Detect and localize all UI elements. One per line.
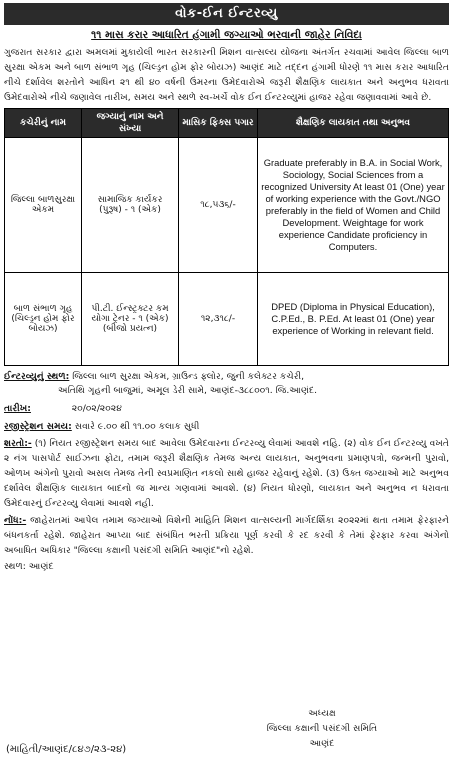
table-header-row xyxy=(5,109,449,138)
vacancy-table xyxy=(4,108,449,366)
reference-number: (માહિતી/આણંદ/૮૪૭/૨૩-૨૪) xyxy=(6,744,127,755)
registration-line xyxy=(4,420,449,434)
registration-label: રજીસ્ટ્રેશન સમય: xyxy=(4,421,72,432)
cell-post: પી.ટી. ઈન્સ્ટ્રક્ટર કમ યોગા ટ્રેનર - ૧ (એક) (બીજો પ્રયત્ન) xyxy=(82,273,179,366)
cell-qualification: DPED (Diploma in Physical Education), C.P.Ed., B. P.Ed. At least 01 (One) year experience of Working in relevant field. xyxy=(258,273,449,366)
cell-qualification: Graduate preferably in B.A. in Social Work, Sociology, Social Sciences from a recognized University At least 01 (One) year of working experience with the Govt./NGO preferably in the field of Women and Child Development. Weightage for work experience Candidate proficiency in Computers. xyxy=(258,138,449,273)
table-row xyxy=(5,273,449,366)
conditions-label: શરતો:- xyxy=(4,438,32,449)
cell-post: સામાજિક કાર્યકર (પુરૂષ) - ૧ (એક) xyxy=(82,138,179,273)
cell-office: બાળ સંભાળ ગૃહ (ચિલ્ડ્રન હોમ ફોર બોયઝ) xyxy=(5,273,82,366)
header-post: જગ્યાનું નામ અને સંખ્યા xyxy=(82,109,179,138)
signature-block xyxy=(227,706,417,751)
header-qualification: શૈક્ષણિક લાયકાત તથા અનુભવ xyxy=(258,109,449,138)
cell-office: જિલ્લા બાળસુરક્ષા એકમ xyxy=(5,138,82,273)
date-value: ૨૦/૦૨/૨૦૨૪ xyxy=(71,403,122,414)
note-text: જાહેરાતમાં આપેલ તમામ જગ્યાઓ વિશેની માહિતિ મિશન વાત્સલ્યની માર્ગદર્શિકા ૨૦૨૨માં થતા તમામ ફેરફારને બંધનકર્તા રહેશે. જાહેરાત આપ્યા બાદ સંબંધિત ભરતી પ્રક્રિયા પૂર્ણ કરવી કે રદ કરવી કે તેમાં ફેરફાર કરવા અંગેનો અબાધિત અધિકાર "જિલ્લા કક્ષાની પસંદગી સમિતિ આણંદ"નો રહેશે. xyxy=(4,515,449,556)
cell-salary: ૧૮,૫૩૬/- xyxy=(179,138,258,273)
signature-city: આણંદ xyxy=(309,738,335,749)
conditions-text: (૧) નિયત રજીસ્ટ્રેશન સમય બાદ આવેલા ઉમેદવારના ઈન્ટરવ્યુ લેવામાં આવશે નહિ. (૨) વોક ઈન ઈન્ટરવ્યુ વખતે ૨ નંગ પાસપોર્ટ સાઈઝના ફોટા, તમામ જરૂરી શૈક્ષણિક તેમજ અન્ય લાયકાત, અનુભવના પ્રમાણપત્રો, જન્મની પુરાવો, ઓળખ અંગેનો પુરાવો અસલ તેમજ તેની સ્વપ્રમાણિત નકલો સાથે હાજર રહેવાનું રહેશે. (૩) ઉક્ત જગ્યાઓ માટે અનુભવ દર્શાવેલ શૈક્ષણિક લાયકાત બાદનો જ માન્ય ગણવામાં આવશે. (૪) નિયત ધોરણો, લાયકાત અને અનુભવ ન ધરાવતા ઉમેદવારનું ઈન્ટરવ્યુ લેવામાં આવશે નહી. xyxy=(4,438,449,509)
cell-salary: ૧૨,૩૧૮/- xyxy=(179,273,258,366)
venue-label: ઈન્ટરવ્યુનું સ્થળ: xyxy=(4,371,70,382)
notice-subtitle: ૧૧ માસ કરાર આધારિત હંગામી જગ્યાઓ ભરવાની જાહેર નિવિદા xyxy=(91,29,362,41)
signature-committee: જિલ્લા કક્ષાની પસંદગી સમિતિ xyxy=(266,723,378,734)
date-line xyxy=(4,402,449,416)
registration-value: સવારે ૯.૦૦ થી ૧૧.૦૦ કલાક સુધી xyxy=(74,421,200,432)
notice-header: વોક-ઈન ઈન્ટરવ્યુ xyxy=(4,3,449,25)
venue-line1: જિલ્લા બાળ સુરક્ષા એકમ, ગ્રાઉન્ડ ફ્લોર, જુની કલેક્ટર કચેરી, xyxy=(72,371,305,382)
conditions-block xyxy=(4,436,449,511)
header-salary: માસિક ફિક્સ પગાર xyxy=(179,109,258,138)
header-office: કચેરીનું નામ xyxy=(5,109,82,138)
venue-block xyxy=(4,370,449,398)
place-line: સ્થળ: આણંદ xyxy=(4,561,54,572)
date-label: તારીખ: xyxy=(4,403,31,414)
venue-line2: અતિથિ ગૃહની બાજુમાં, અમૂલ ડેરી સામે, આણંદ-૩૮૮૦૦૧. જિ.આણંદ. xyxy=(58,385,318,396)
signature-title: અધ્યક્ષ xyxy=(308,708,336,719)
note-block xyxy=(4,513,449,558)
note-label: નોંધ:- xyxy=(4,515,27,526)
table-row xyxy=(5,138,449,273)
intro-paragraph: ગુજરાત સરકાર દ્વારા અમલમાં મુકાયેલી ભારત સરકારની મિશન વાત્સલ્ય યોજના અંતર્ગત રચવામાં આવેલ જિલ્લા બાળ સુરક્ષા એકમ અને બાળ સંભાળ ગૃહ (ચિલ્ડ્રન હોમ ફોર બોયઝ) આણંદ માટે તદ્દન હંગામી ધોરણે ૧૧ માસ કરાર આધારિત નીચે દર્શાવેલ શરતોને આધિન ૨૧ થી ૪૦ વર્ષની ઉંમરના ઉમેદવારોએ જરૂરી શૈક્ષણિક લાયકાત અને અનુભવ ધરાવતા ઉમેદવારોએ નીચે જણાવેલ તારીખ, સમય અને સ્થળે સ્વ-ખર્ચે વોક ઈન ઈન્ટરવ્યુમાં હાજર રહેવા જણાવવામાં આવે છે. xyxy=(4,47,449,103)
